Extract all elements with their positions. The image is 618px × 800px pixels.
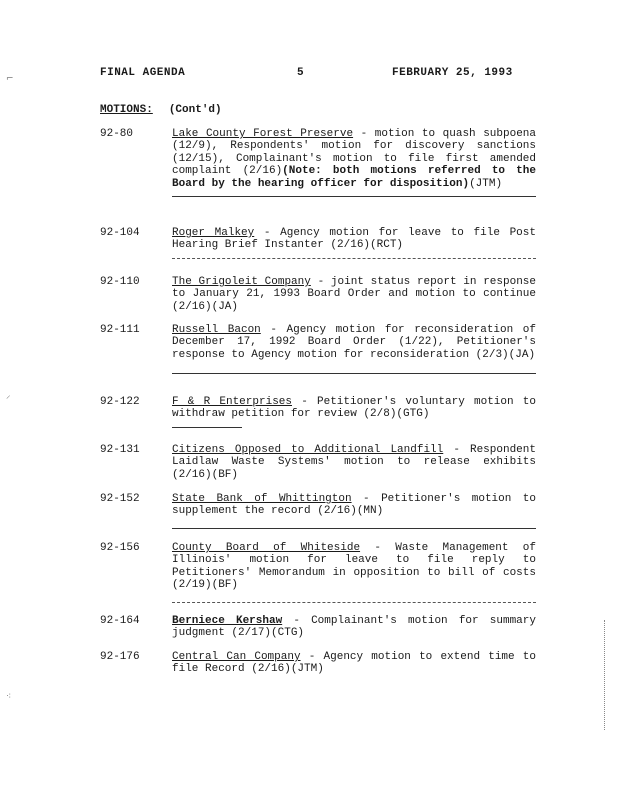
docket-body: [172, 651, 536, 676]
docket-body: [172, 324, 536, 374]
docket-body: [172, 444, 536, 481]
docket-number: 92-122: [100, 396, 140, 408]
docket-number: 92-111: [100, 324, 140, 336]
separator-rule: [172, 258, 536, 259]
separator-rule: [172, 373, 536, 374]
motion-text: - Agency motion for reconsideration of December 17, 1992 Board Order (1/22), Petitioner's response to Agency motion for reconsideration (2/3)(JA): [172, 324, 536, 361]
motion-note: (Note: both motions referred to the Board by the hearing officer for disposition): [172, 165, 536, 190]
agenda-title: FINAL AGENDA: [100, 67, 186, 79]
docket-number: 92-104: [100, 227, 140, 239]
case-name: Central Can Company: [172, 651, 301, 663]
docket-body: [172, 227, 536, 259]
scan-mark: ⁖: [6, 692, 12, 702]
motion-text: - Complainant's motion for summary judgment (2/17)(CTG): [172, 615, 536, 640]
motion-text: - motion to quash subpoena (12/9), Respondents' motion for discovery sanctions (12/15), Complainant's motion to file first amended complaint (2/16): [172, 128, 536, 178]
motion-text: - Petitioner's voluntary motion to withdraw petition for review (2/8)(GTG): [172, 396, 536, 421]
docket-body: [172, 396, 536, 428]
docket-number: 92-110: [100, 276, 140, 288]
page-number: 5: [297, 67, 305, 79]
separator-rule: [172, 602, 536, 603]
docket-body: [172, 276, 536, 313]
case-name: Roger Malkey: [172, 227, 255, 239]
case-name: State Bank of Whittington: [172, 493, 352, 505]
docket-body: [172, 493, 536, 529]
docket-number: 92-80: [100, 128, 134, 140]
case-name: Lake County Forest Preserve: [172, 128, 354, 140]
separator-rule: [172, 196, 536, 197]
motion-tail: (JTM): [469, 177, 503, 190]
scan-mark: ⌐: [6, 74, 14, 84]
case-name: F & R Enterprises: [172, 396, 292, 408]
case-name: The Grigoleit Company: [172, 276, 311, 288]
separator-rule: [172, 528, 536, 529]
case-name: County Board of Whiteside: [172, 542, 361, 554]
section-label: MOTIONS:: [100, 104, 153, 116]
section-heading: [100, 104, 222, 116]
motion-text: - joint status report in response to January 21, 1993 Board Order and motion to continue (2/16)(JA): [172, 276, 536, 313]
docket-number: 92-131: [100, 444, 140, 456]
docket-number: 92-176: [100, 651, 140, 663]
case-name: Citizens Opposed to Additional Landfill: [172, 444, 444, 456]
docket-body: [172, 615, 536, 640]
motion-text: - Agency motion to extend time to file Record (2/16)(JTM): [172, 651, 537, 676]
section-cont: (Cont'd): [168, 104, 222, 116]
motion-text: - Waste Management of Illinois' motion for leave to file reply to Petitioners' Memorandum in opposition to bill of costs (2/19)(BF): [172, 542, 536, 592]
motion-text: - Petitioner's motion to supplement the record (2/16)(MN): [172, 493, 536, 518]
docket-body: [172, 542, 536, 603]
case-name: Russell Bacon: [172, 324, 261, 336]
scan-mark: ⸝: [6, 391, 11, 401]
separator-rule: [172, 427, 242, 428]
docket-body: [172, 128, 536, 197]
motion-text: - Agency motion for leave to file Post Hearing Brief Instanter (2/16)(RCT): [172, 227, 536, 252]
docket-number: 92-156: [100, 542, 140, 554]
agenda-date: FEBRUARY 25, 1993: [392, 67, 513, 79]
case-name: Berniece Kershaw: [172, 615, 283, 627]
docket-number: 92-164: [100, 615, 140, 627]
motion-text: - Respondent Laidlaw Waste Systems' motion to release exhibits (2/16)(BF): [172, 444, 536, 481]
scan-edge-line: [604, 620, 605, 730]
docket-number: 92-152: [100, 493, 140, 505]
